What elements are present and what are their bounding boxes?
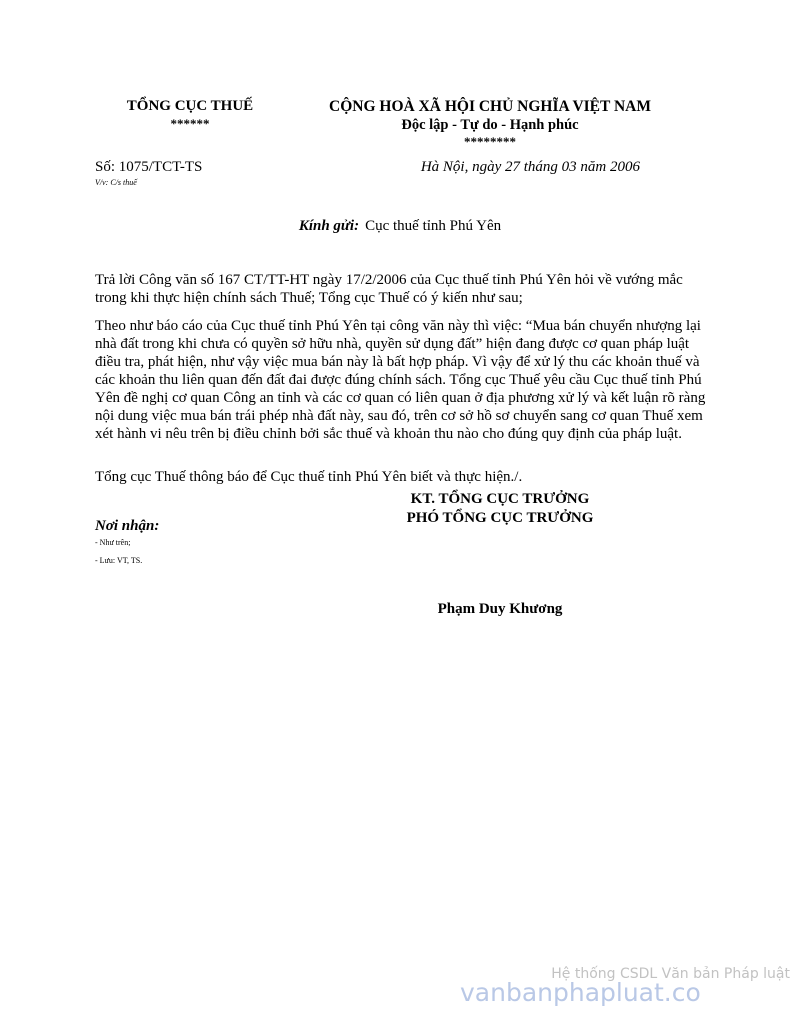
body-paragraph-3: Tổng cục Thuế thông báo để Cục thuế tỉnh Phú Yên biết và thực hiện./.	[95, 469, 523, 485]
recipients-heading: Nơi nhận:	[95, 518, 160, 534]
agency-stars: ******	[170, 116, 210, 131]
recipient-item: - Như trên;	[95, 538, 131, 547]
body-paragraph-1: Trả lời Công văn số 167 CT/TT-HT ngày 17/2/2006 của Cục thuế tỉnh Phú Yên hỏi về vướng mắc trong khi thực hiện chính sách Thuế; Tổng cục Thuế có ý kiến như sau;	[95, 272, 683, 306]
signer-title-1: KT. TỔNG CỤC TRƯỞNG	[410, 491, 590, 507]
recipient-item: - Lưu: VT, TS.	[95, 556, 143, 565]
agency-name: TỔNG CỤC THUẾ	[126, 98, 254, 114]
recipient-name: Cục thuế tỉnh Phú Yên	[365, 218, 502, 234]
watermark-line-1: Hệ thống CSDL Văn bản Pháp luật	[551, 966, 790, 982]
document-number: Số: 1075/TCT-TS	[95, 159, 203, 175]
nation-title: CỘNG HOÀ XÃ HỘI CHỦ NGHĨA VIỆT NAM	[329, 98, 651, 115]
nation-motto: Độc lập - Tự do - Hạnh phúc	[401, 117, 579, 133]
body-paragraph-2: Theo như báo cáo của Cục thuế tỉnh Phú Yên tại công văn này thì việc: “Mua bán chuyển nhượng lại nhà đất trong khi chưa có quyền sở hữu nhà, quyền sử dụng đất” hiện đang được cơ quan pháp luật điều tra, phát hiện, như vậy việc mua bán này là bất hợp pháp. Vì vậy để xử lý thu các khoản thuế và các khoản thu liên quan đến đất đai được đúng chính sách. Tổng cục Thuế yêu cầu Cục thuế tỉnh Phú Yên đề nghị cơ quan Công an tỉnh và các cơ quan có liên quan ở địa phương xử lý và kết luận rõ ràng nội dung việc mua bán trái phép nhà đất này, sau đó, trên cơ sở hồ sơ chuyển sang cơ quan Thuế xem xét hành vi nêu trên bị điều chỉnh bởi sắc thuế và khoản thu nào cho đúng quy định của pháp luật.	[95, 318, 706, 442]
watermark-line-2: vanbanphapluat.co	[460, 978, 701, 1007]
signer-name: Phạm Duy Khương	[437, 601, 563, 617]
signer-title-2: PHÓ TỔNG CỤC TRƯỞNG	[406, 510, 594, 526]
recipient-line	[0, 218, 800, 235]
recipient-label: Kính gửi:	[298, 218, 360, 234]
nation-stars: ********	[464, 134, 516, 149]
place-and-date: Hà Nội, ngày 27 tháng 03 năm 2006	[420, 159, 640, 175]
document-subject: V/v: C/s thuế	[95, 178, 137, 187]
